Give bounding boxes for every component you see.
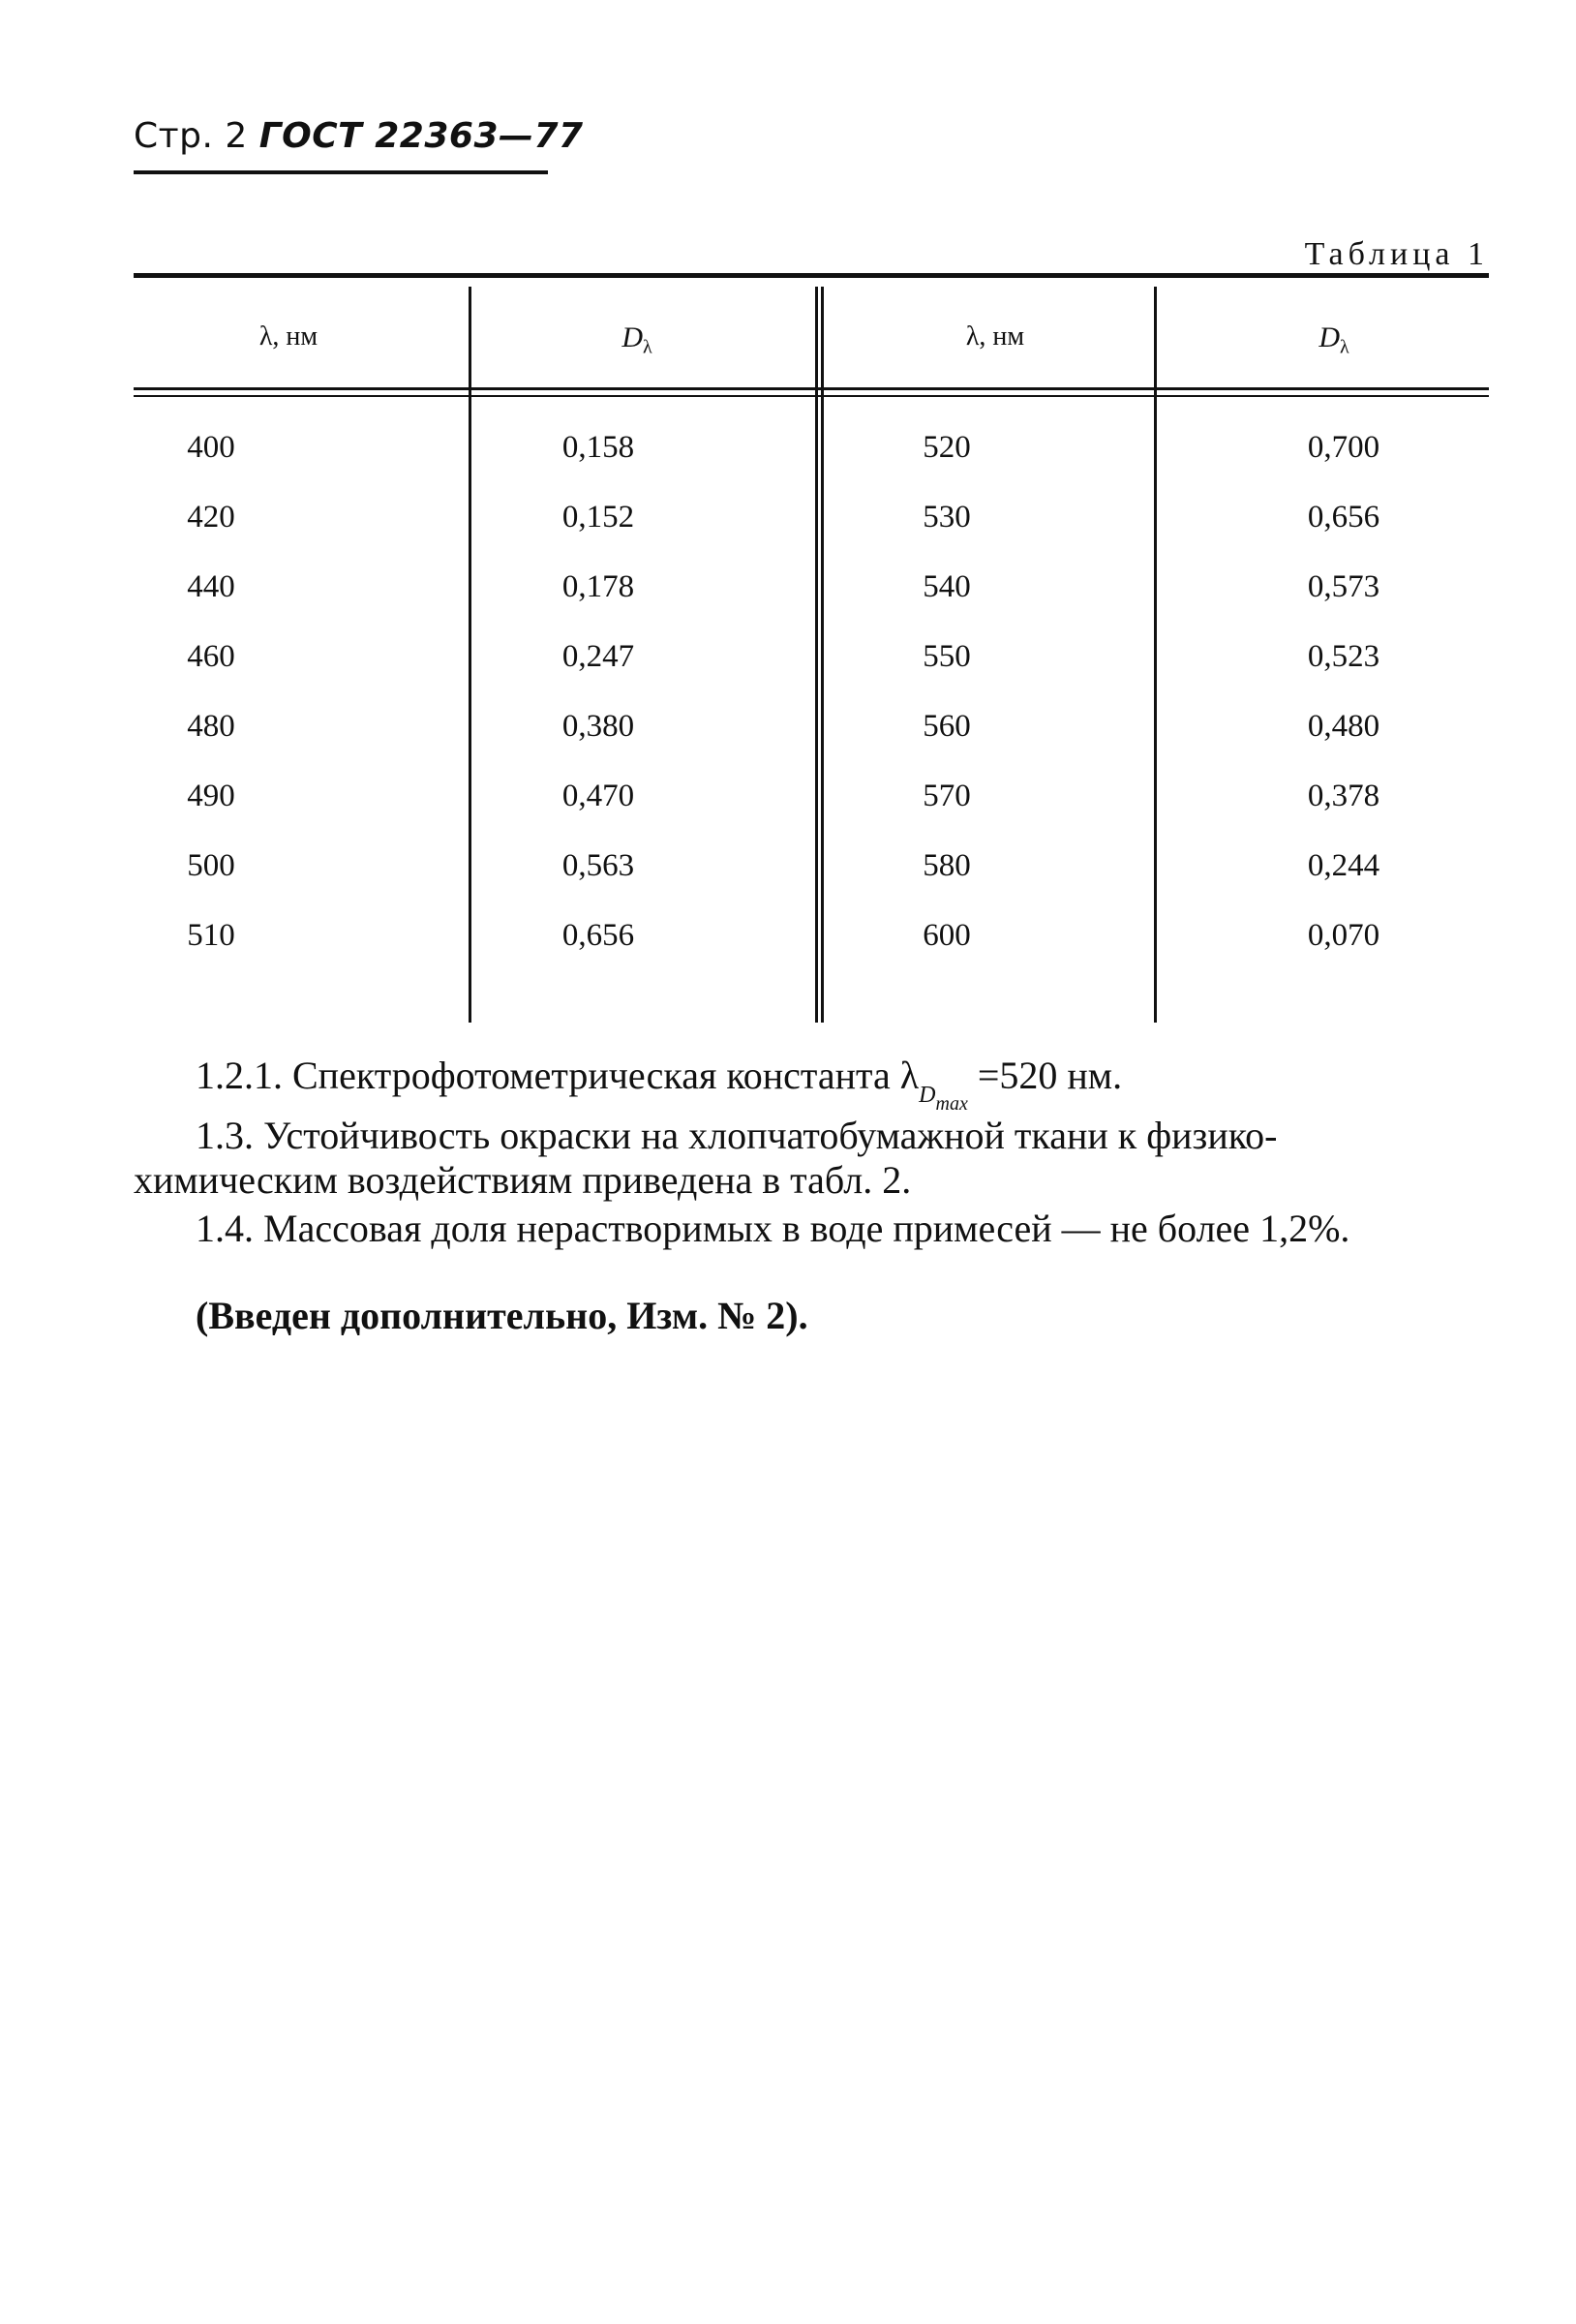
density-cell: 0,244 [1307, 848, 1380, 883]
wavelength-cell: 600 [923, 918, 971, 953]
density-cell: 0,070 [1307, 918, 1380, 953]
column-divider [469, 287, 471, 1023]
column-header-wavelength-left: λ, нм [258, 321, 318, 352]
density-cell: 0,573 [1307, 569, 1380, 604]
density-cell: 0,470 [561, 779, 635, 813]
density-cell: 0,563 [561, 848, 635, 883]
standard-code: ГОСТ 22363—77 [258, 116, 584, 156]
wavelength-cell: 420 [187, 500, 235, 535]
amendment-note: (Введен дополнительно, Изм. № 2). [196, 1294, 808, 1337]
density-cell: 0,378 [1307, 779, 1380, 813]
wavelength-cell: 570 [923, 779, 971, 813]
wavelength-cell: 530 [923, 500, 971, 535]
density-cell: 0,656 [1307, 500, 1380, 535]
table-top-rule [134, 273, 1489, 278]
page-number: Стр. 2 [134, 116, 248, 156]
column-divider-double [815, 287, 824, 1023]
density-cell: 0,700 [1307, 430, 1380, 465]
header-rule-1 [134, 387, 1489, 390]
column-header-density-right: $D_\lambda$ [1318, 321, 1349, 358]
wavelength-cell: 490 [187, 779, 235, 813]
page-header [134, 116, 584, 156]
density-cell: 0,523 [1307, 639, 1380, 674]
density-cell: 0,178 [561, 569, 635, 604]
wavelength-cell: 440 [187, 569, 235, 604]
density-cell: 0,152 [561, 500, 635, 535]
wavelength-cell: 550 [923, 639, 971, 674]
column-divider [1154, 287, 1157, 1023]
wavelength-cell: 560 [923, 709, 971, 744]
density-cell: 0,480 [1307, 709, 1380, 744]
column-header-density-left: $D_\lambda$ [621, 321, 652, 358]
wavelength-cell: 580 [923, 848, 971, 883]
table-caption: Таблица 1 [1304, 236, 1489, 272]
wavelength-cell: 510 [187, 918, 235, 953]
column-header-wavelength-right: λ, нм [965, 321, 1025, 352]
paragraph-1-2-1: 1.2.1. Спектрофотометрическая константа $\lambda_{D_{max}} =520$ нм. [196, 1054, 1123, 1115]
density-cell: 0,247 [561, 639, 635, 674]
density-cell: 0,656 [561, 918, 635, 953]
wavelength-cell: 480 [187, 709, 235, 744]
header-rule [134, 170, 548, 174]
density-cell: 0,380 [561, 709, 635, 744]
wavelength-cell: 500 [187, 848, 235, 883]
wavelength-cell: 460 [187, 639, 235, 674]
wavelength-cell: 520 [923, 430, 971, 465]
density-cell: 0,158 [561, 430, 635, 465]
header-rule-2 [134, 395, 1489, 397]
paragraph-1-3: 1.3. Устойчивость окраски на хлопчатобумажной ткани к физико-химическим воздействиям приведена в табл. 2. [134, 1114, 1278, 1202]
wavelength-cell: 400 [187, 430, 235, 465]
paragraph-1-4: 1.4. Массовая доля нерастворимых в воде примесей — не более 1,2%. [196, 1207, 1350, 1250]
wavelength-cell: 540 [923, 569, 971, 604]
